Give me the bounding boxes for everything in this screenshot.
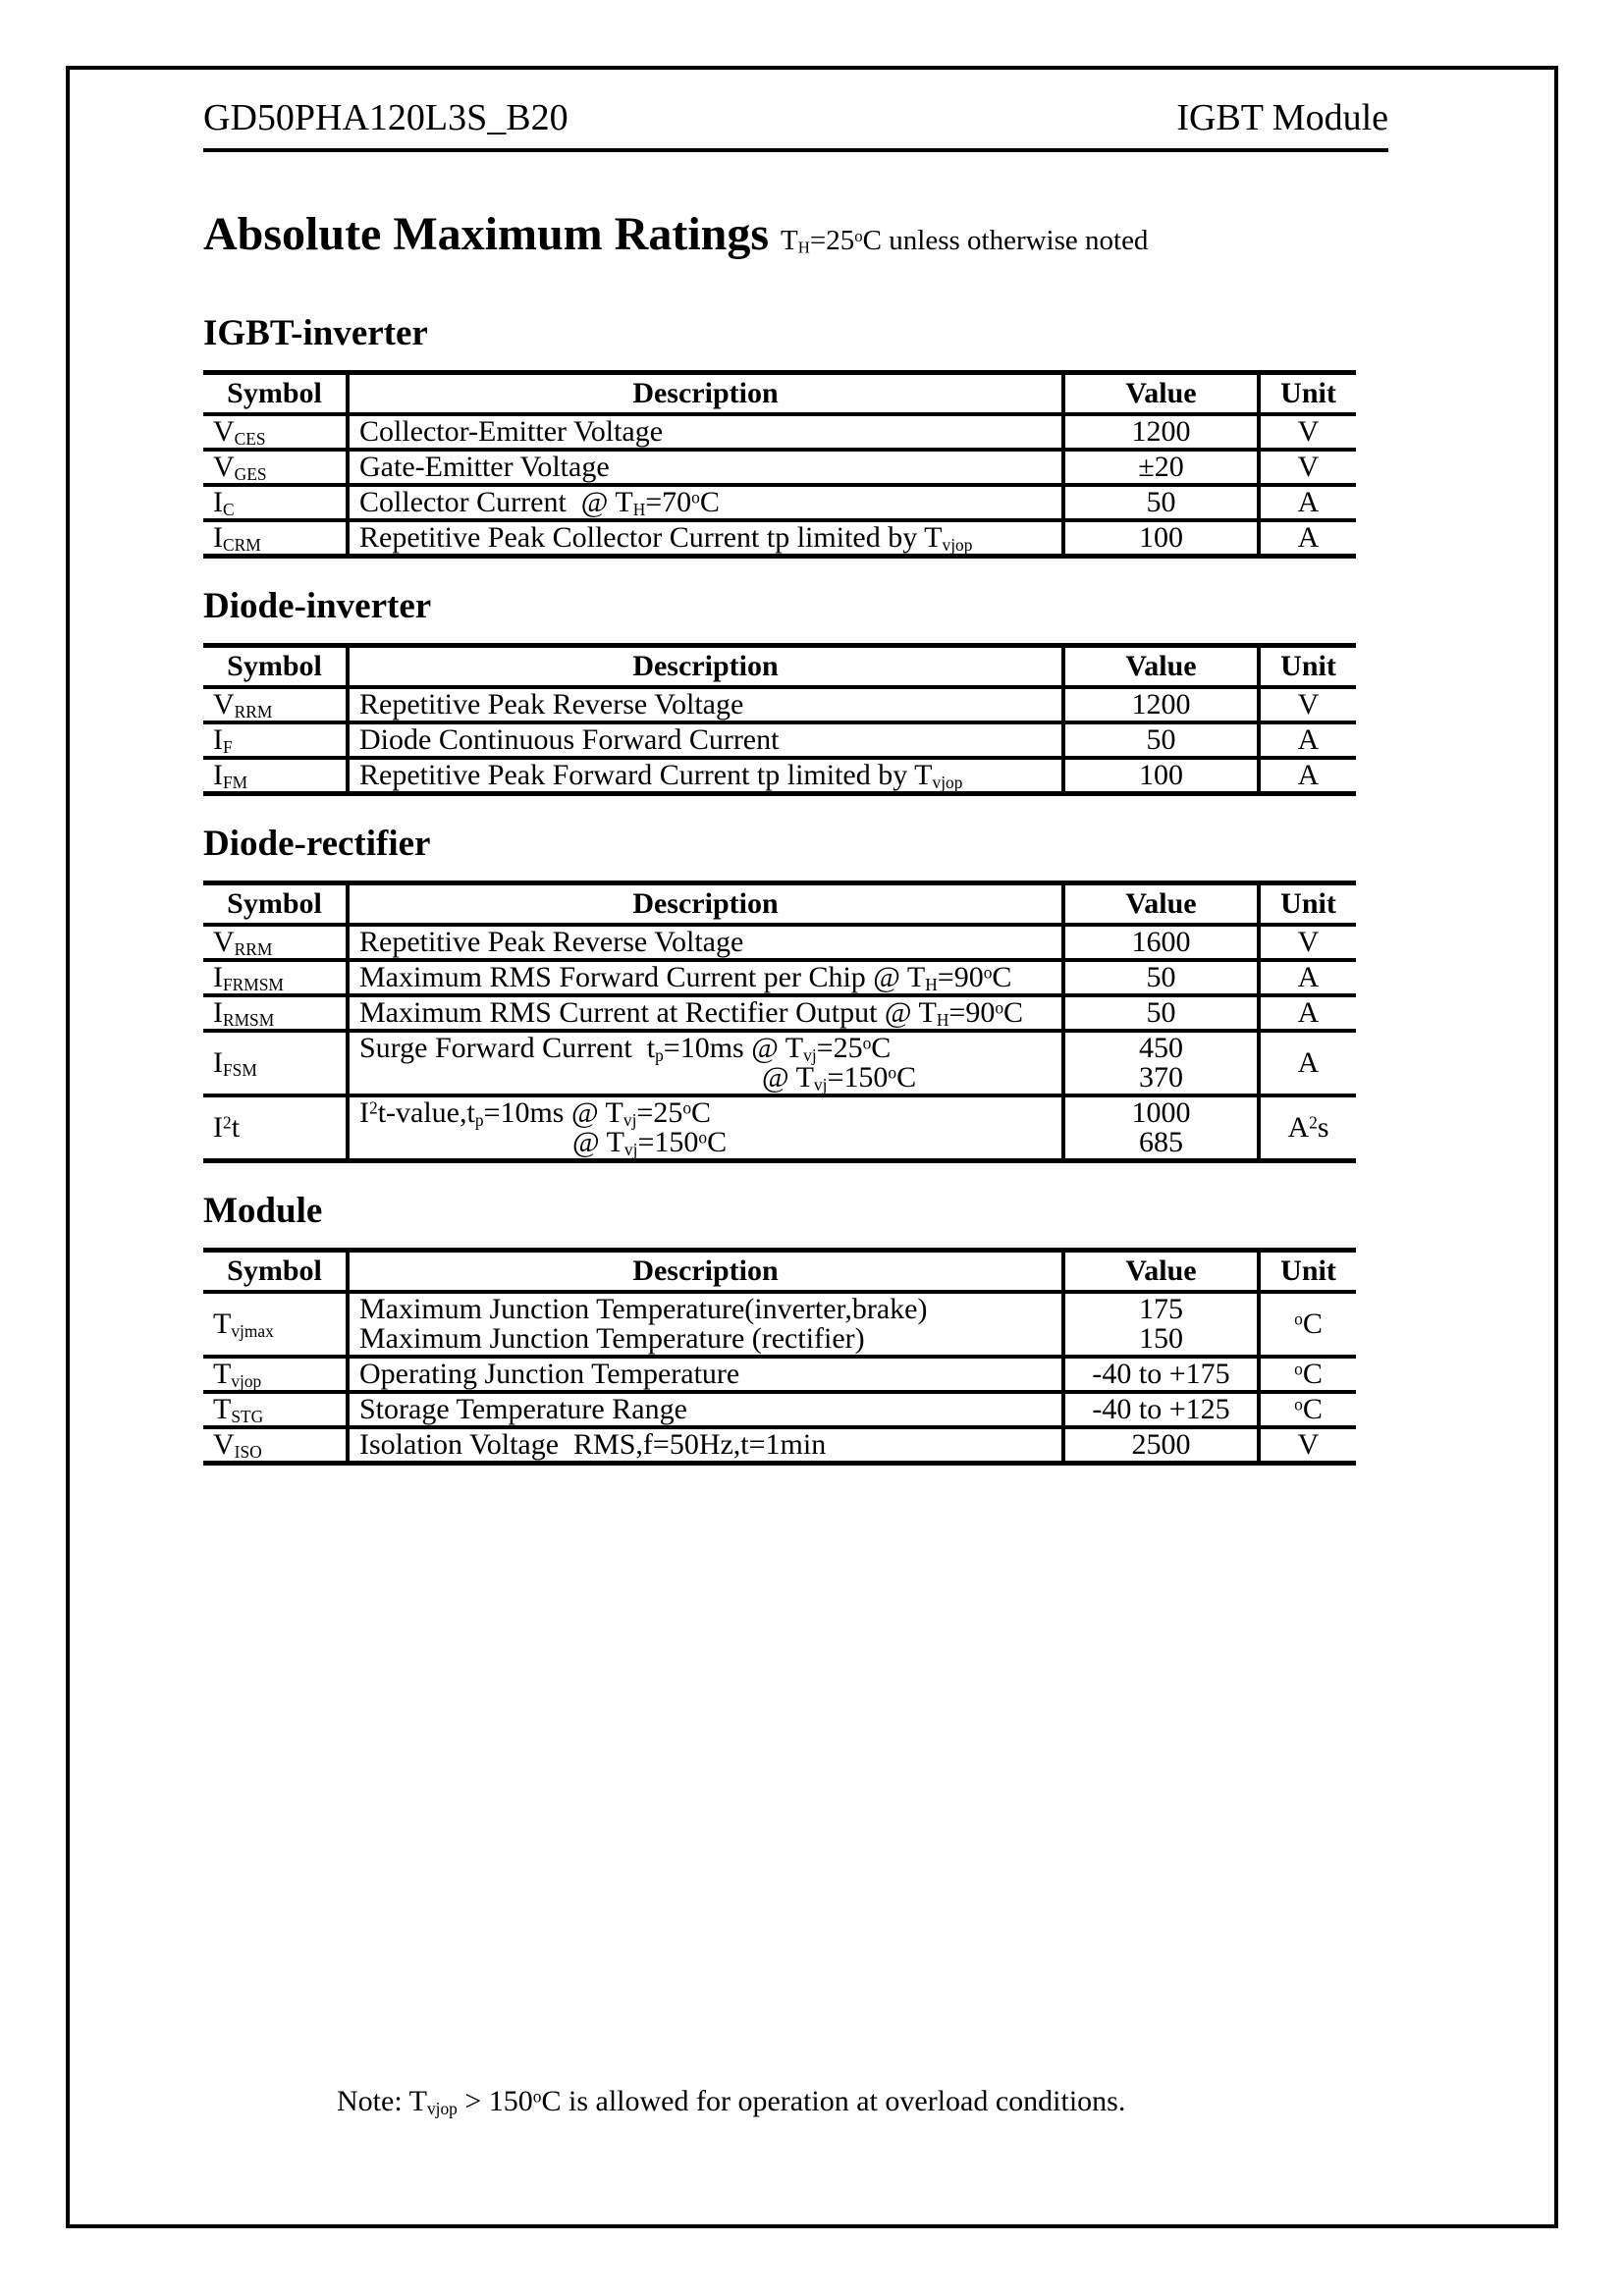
symbol-cell: $I_{FSM}$ xyxy=(203,1031,348,1095)
unit-cell: A xyxy=(1259,960,1356,995)
page-content xyxy=(203,70,1388,2118)
table-row xyxy=(203,520,1356,557)
description-cell xyxy=(348,1392,1063,1427)
description-cell xyxy=(348,1292,1063,1357)
value-cell xyxy=(1063,722,1259,758)
value-cell xyxy=(1063,1357,1259,1392)
description-line: Gate-Emitter Voltage xyxy=(359,451,610,483)
column-header: Description xyxy=(348,373,1063,415)
column-header: Unit xyxy=(1259,883,1356,926)
value-cell xyxy=(1063,925,1259,960)
symbol-cell: $I_{CRM}$ xyxy=(203,520,348,557)
unit-cell: V xyxy=(1259,1427,1356,1464)
symbol-cell: $I_{FRMSM}$ xyxy=(203,960,348,995)
description-line: Maximum RMS Current at Rectifier Output @ $T_H=90^oC$ xyxy=(359,996,1024,1030)
table-row xyxy=(203,687,1356,722)
footnote: Note: $T_{vjop} > 150^oC$ is allowed for operation at overload conditions. xyxy=(337,2085,1126,2118)
symbol-cell: $V_{RRM}$ xyxy=(203,687,348,722)
ratings-section xyxy=(203,1189,1388,1466)
description-line: Repetitive Peak Reverse Voltage xyxy=(359,926,744,958)
description-line: Maximum Junction Temperature (rectifier) xyxy=(359,1322,865,1355)
symbol-cell: $T_{vjop}$ xyxy=(203,1357,348,1392)
description-line: Isolation Voltage RMS,f=50Hz,t=1min xyxy=(359,1428,827,1461)
value-line: 50 xyxy=(1146,486,1176,518)
symbol-cell: $T_{vjmax}$ xyxy=(203,1292,348,1357)
description-cell xyxy=(348,450,1063,485)
table-row xyxy=(203,925,1356,960)
value-line: 50 xyxy=(1146,961,1176,993)
ratings-table xyxy=(203,881,1356,1163)
description-cell xyxy=(348,1427,1063,1464)
table-row xyxy=(203,758,1356,794)
value-cell xyxy=(1063,414,1259,450)
description-cell xyxy=(348,520,1063,557)
description-cell xyxy=(348,485,1063,520)
ratings-table xyxy=(203,643,1356,796)
value-line: 1000 xyxy=(1131,1096,1191,1129)
value-cell xyxy=(1063,960,1259,995)
ratings-section xyxy=(203,311,1388,559)
unit-cell: A xyxy=(1259,722,1356,758)
column-header: Value xyxy=(1063,883,1259,926)
ratings-sections xyxy=(203,311,1388,1466)
section-title: Diode-rectifier xyxy=(203,824,431,864)
description-line: @ $T_{vj}=150^oC$ xyxy=(762,1061,917,1095)
description-line: Storage Temperature Range xyxy=(359,1393,687,1425)
value-cell xyxy=(1063,1031,1259,1095)
column-header: Description xyxy=(348,646,1063,688)
table-row xyxy=(203,414,1356,450)
value-cell xyxy=(1063,520,1259,557)
value-line: 100 xyxy=(1139,521,1183,554)
ratings-section xyxy=(203,822,1388,1163)
unit-cell: A xyxy=(1259,758,1356,794)
part-number: GD50PHA120L3S_B20 xyxy=(203,97,568,138)
value-line: -40 to +175 xyxy=(1092,1358,1230,1390)
column-header: Symbol xyxy=(203,883,348,926)
unit-cell: V xyxy=(1259,687,1356,722)
description-cell xyxy=(348,687,1063,722)
unit-cell: A xyxy=(1259,485,1356,520)
unit-cell: V xyxy=(1259,450,1356,485)
table-row xyxy=(203,485,1356,520)
table-row xyxy=(203,722,1356,758)
table-row xyxy=(203,995,1356,1031)
table-row xyxy=(203,1427,1356,1464)
description-cell xyxy=(348,758,1063,794)
value-cell xyxy=(1063,1095,1259,1161)
value-line: 1600 xyxy=(1131,926,1191,958)
value-line: 1200 xyxy=(1131,688,1191,721)
symbol-cell: $V_{CES}$ xyxy=(203,414,348,450)
description-cell xyxy=(348,722,1063,758)
value-line: 50 xyxy=(1146,723,1176,756)
column-header: Symbol xyxy=(203,1251,348,1293)
column-header: Unit xyxy=(1259,646,1356,688)
table-row xyxy=(203,450,1356,485)
document-header xyxy=(203,95,1388,152)
value-line: 100 xyxy=(1139,759,1183,791)
value-cell xyxy=(1063,758,1259,794)
value-line: 2500 xyxy=(1131,1428,1191,1461)
description-line: Surge Forward Current $t_p=10ms$ @ $T_{vj}=25^oC$ xyxy=(359,1032,892,1065)
unit-cell: A xyxy=(1259,520,1356,557)
symbol-cell: $V_{GES}$ xyxy=(203,450,348,485)
header-row xyxy=(203,373,1356,415)
page-title-row xyxy=(203,207,1388,268)
value-line: 175 xyxy=(1139,1293,1183,1325)
symbol-cell: $V_{ISO}$ xyxy=(203,1427,348,1464)
header-row xyxy=(203,646,1356,688)
unit-cell: $A^2s$ xyxy=(1259,1095,1356,1161)
description-cell xyxy=(348,1357,1063,1392)
unit-cell: V xyxy=(1259,414,1356,450)
section-title: Diode-inverter xyxy=(203,586,432,626)
value-cell xyxy=(1063,450,1259,485)
ratings-table xyxy=(203,370,1356,559)
value-cell xyxy=(1063,1292,1259,1357)
unit-cell: $^o$C xyxy=(1259,1357,1356,1392)
description-line: Repetitive Peak Collector Current tp limited by $T_{vjop}$ xyxy=(359,521,973,555)
description-line: Maximum RMS Forward Current per Chip @ $T_H=90^oC$ xyxy=(359,961,1012,994)
page-title-condition: $T_H=25^oC$ unless otherwise noted xyxy=(781,225,1149,257)
description-line: Diode Continuous Forward Current xyxy=(359,723,780,756)
value-line: 150 xyxy=(1139,1322,1183,1355)
table-row xyxy=(203,1031,1356,1095)
description-line: Collector-Emitter Voltage xyxy=(359,415,664,448)
column-header: Value xyxy=(1063,646,1259,688)
unit-cell: A xyxy=(1259,1031,1356,1095)
description-line: Operating Junction Temperature xyxy=(359,1358,740,1390)
table-row xyxy=(203,1392,1356,1427)
header-row xyxy=(203,1251,1356,1293)
value-cell xyxy=(1063,995,1259,1031)
page-frame xyxy=(66,66,1558,2228)
table-row xyxy=(203,960,1356,995)
symbol-cell: $I_F$ xyxy=(203,722,348,758)
description-cell xyxy=(348,414,1063,450)
column-header: Unit xyxy=(1259,373,1356,415)
column-header: Value xyxy=(1063,373,1259,415)
symbol-cell: $I_{RMSM}$ xyxy=(203,995,348,1031)
value-line: 370 xyxy=(1139,1061,1183,1094)
table-row xyxy=(203,1095,1356,1161)
description-cell xyxy=(348,995,1063,1031)
symbol-cell: $T_{STG}$ xyxy=(203,1392,348,1427)
unit-cell: V xyxy=(1259,925,1356,960)
value-cell xyxy=(1063,1427,1259,1464)
value-line: -40 to +125 xyxy=(1092,1393,1230,1425)
header-row xyxy=(203,883,1356,926)
value-line: ±20 xyxy=(1138,451,1184,483)
description-line: $I^2t-value,t_p=10ms$ @ $T_{vj}=25^oC$ xyxy=(359,1096,712,1130)
document-type: IGBT Module xyxy=(1176,97,1388,138)
section-title: IGBT-inverter xyxy=(203,313,428,353)
column-header: Value xyxy=(1063,1251,1259,1293)
value-line: 685 xyxy=(1139,1126,1183,1158)
unit-cell: $^o$C xyxy=(1259,1292,1356,1357)
value-cell xyxy=(1063,687,1259,722)
value-line: 1200 xyxy=(1131,415,1191,448)
column-header: Unit xyxy=(1259,1251,1356,1293)
unit-cell: A xyxy=(1259,995,1356,1031)
value-line: 450 xyxy=(1139,1032,1183,1064)
column-header: Symbol xyxy=(203,646,348,688)
table-row xyxy=(203,1292,1356,1357)
ratings-section xyxy=(203,584,1388,796)
symbol-cell: $I^2t$ xyxy=(203,1095,348,1161)
page-title: Absolute Maximum Ratings xyxy=(203,208,770,260)
table-row xyxy=(203,1357,1356,1392)
column-header: Description xyxy=(348,883,1063,926)
symbol-cell: $I_C$ xyxy=(203,485,348,520)
value-cell xyxy=(1063,485,1259,520)
section-title: Module xyxy=(203,1191,323,1231)
description-cell xyxy=(348,960,1063,995)
column-header: Symbol xyxy=(203,373,348,415)
description-line: Maximum Junction Temperature(inverter,brake) xyxy=(359,1293,928,1325)
ratings-table xyxy=(203,1248,1356,1466)
description-line: @ $T_{vj}=150^oC$ xyxy=(572,1126,728,1159)
column-header: Description xyxy=(348,1251,1063,1293)
description-cell xyxy=(348,1095,1063,1161)
symbol-cell: $V_{RRM}$ xyxy=(203,925,348,960)
description-line: Repetitive Peak Reverse Voltage xyxy=(359,688,744,721)
description-cell xyxy=(348,925,1063,960)
unit-cell: $^o$C xyxy=(1259,1392,1356,1427)
value-line: 50 xyxy=(1146,996,1176,1029)
value-cell xyxy=(1063,1392,1259,1427)
description-cell xyxy=(348,1031,1063,1095)
description-line: Collector Current @ $T_H=70^oC$ xyxy=(359,486,720,519)
description-line: Repetitive Peak Forward Current tp limited by $T_{vjop}$ xyxy=(359,759,963,792)
symbol-cell: $I_{FM}$ xyxy=(203,758,348,794)
